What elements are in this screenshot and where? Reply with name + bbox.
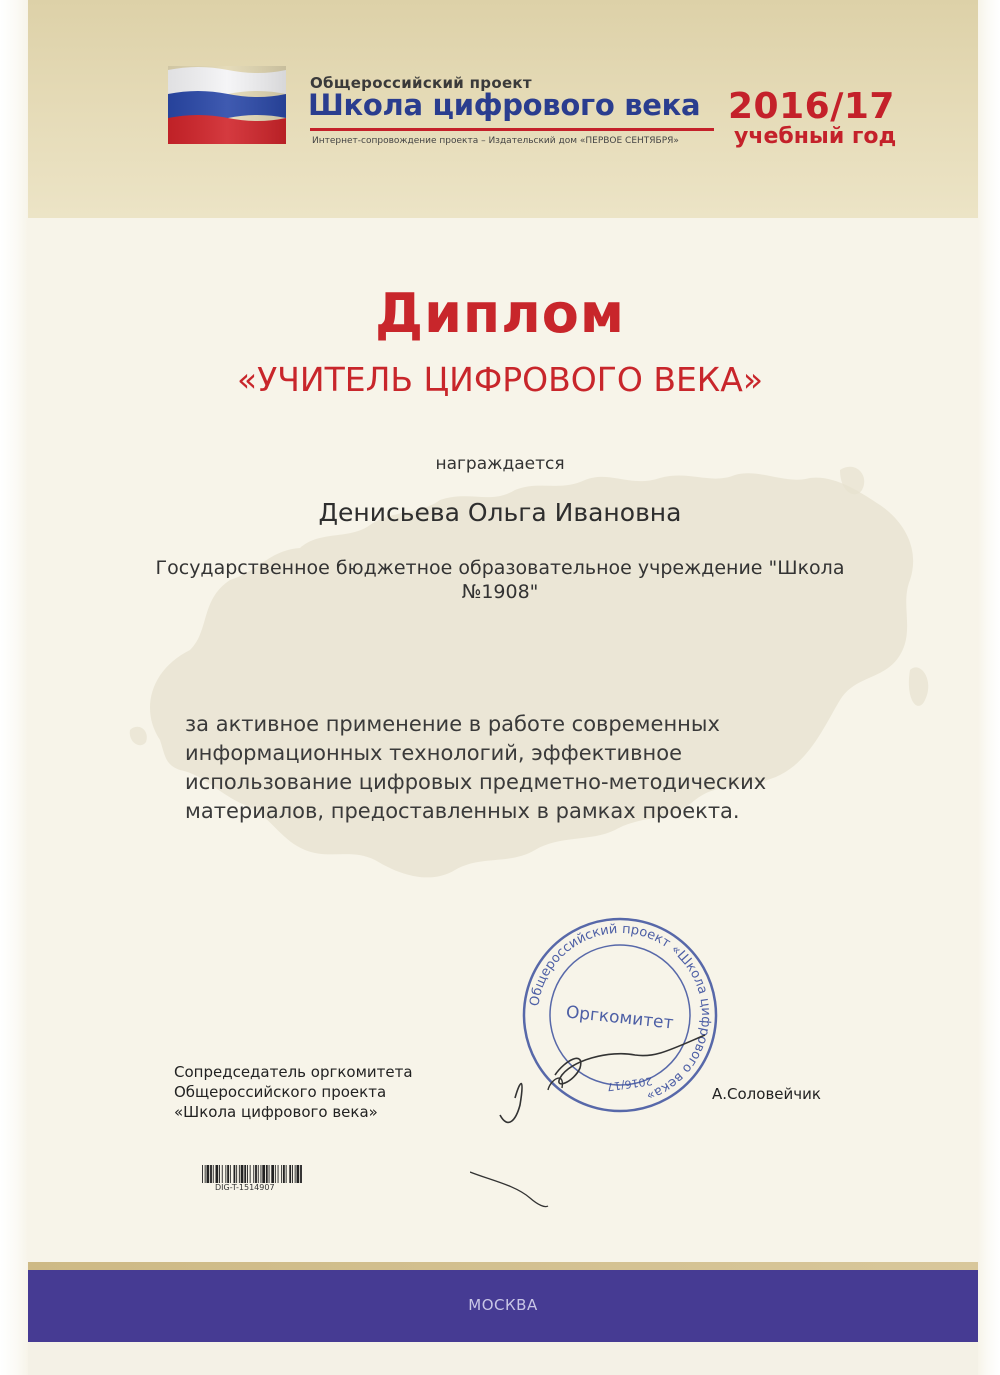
award-reason: за активное применение в работе современных информационных технологий, эффективное использование цифровых предметно-методических материалов, предоставленных в рамках проекта. — [185, 712, 767, 823]
scan-edge-left — [0, 0, 28, 1375]
award-name: «УЧИТЕЛЬ ЦИФРОВОГО ВЕКА» — [236, 360, 764, 399]
signatory-role-line-2: Общероссийского проекта — [174, 1083, 387, 1101]
footer-city: МОСКВА — [468, 1296, 538, 1314]
signatory-role-line-3: «Школа цифрового века» — [174, 1103, 378, 1121]
awarded-label: награждается — [435, 454, 565, 474]
signatory-role — [174, 1062, 413, 1122]
project-subtitle: Общероссийский проект — [310, 74, 532, 92]
project-title-underline — [310, 128, 714, 131]
project-title: Школа цифрового века — [308, 88, 701, 122]
diploma-title: Диплом — [374, 282, 626, 345]
russian-flag-icon — [168, 66, 286, 144]
recipient-organization: Государственное бюджетное образовательное учреждение "Школа №1908" — [155, 557, 845, 603]
signatory-role-line-1: Сопредседатель оргкомитета — [174, 1063, 413, 1081]
project-caption: Интернет-сопровождение проекта – Издательский дом «ПЕРВОЕ СЕНТЯБРЯ» — [312, 136, 679, 146]
stamp-center-text: Оргкомитет — [564, 1002, 675, 1034]
footer-margin — [28, 1342, 978, 1375]
handwritten-signature — [470, 1020, 730, 1210]
barcode-icon — [202, 1165, 302, 1183]
academic-year: 2016/17 — [728, 86, 895, 127]
footer-band — [28, 1270, 978, 1342]
footer-gold-strip — [28, 1262, 978, 1270]
academic-year-label: учебный год — [734, 124, 897, 149]
scan-edge-right — [978, 0, 1000, 1375]
signatory-name: А.Соловейчик — [712, 1085, 821, 1103]
stamp-bottom-text: 2016/17 — [606, 1074, 654, 1094]
recipient-name: Денисьева Ольга Ивановна — [318, 498, 682, 527]
stamp-ring-text: Общероссийский проект «Школа цифрового века» — [527, 921, 714, 1104]
barcode-number: DIG-T-1514907 — [215, 1183, 275, 1192]
